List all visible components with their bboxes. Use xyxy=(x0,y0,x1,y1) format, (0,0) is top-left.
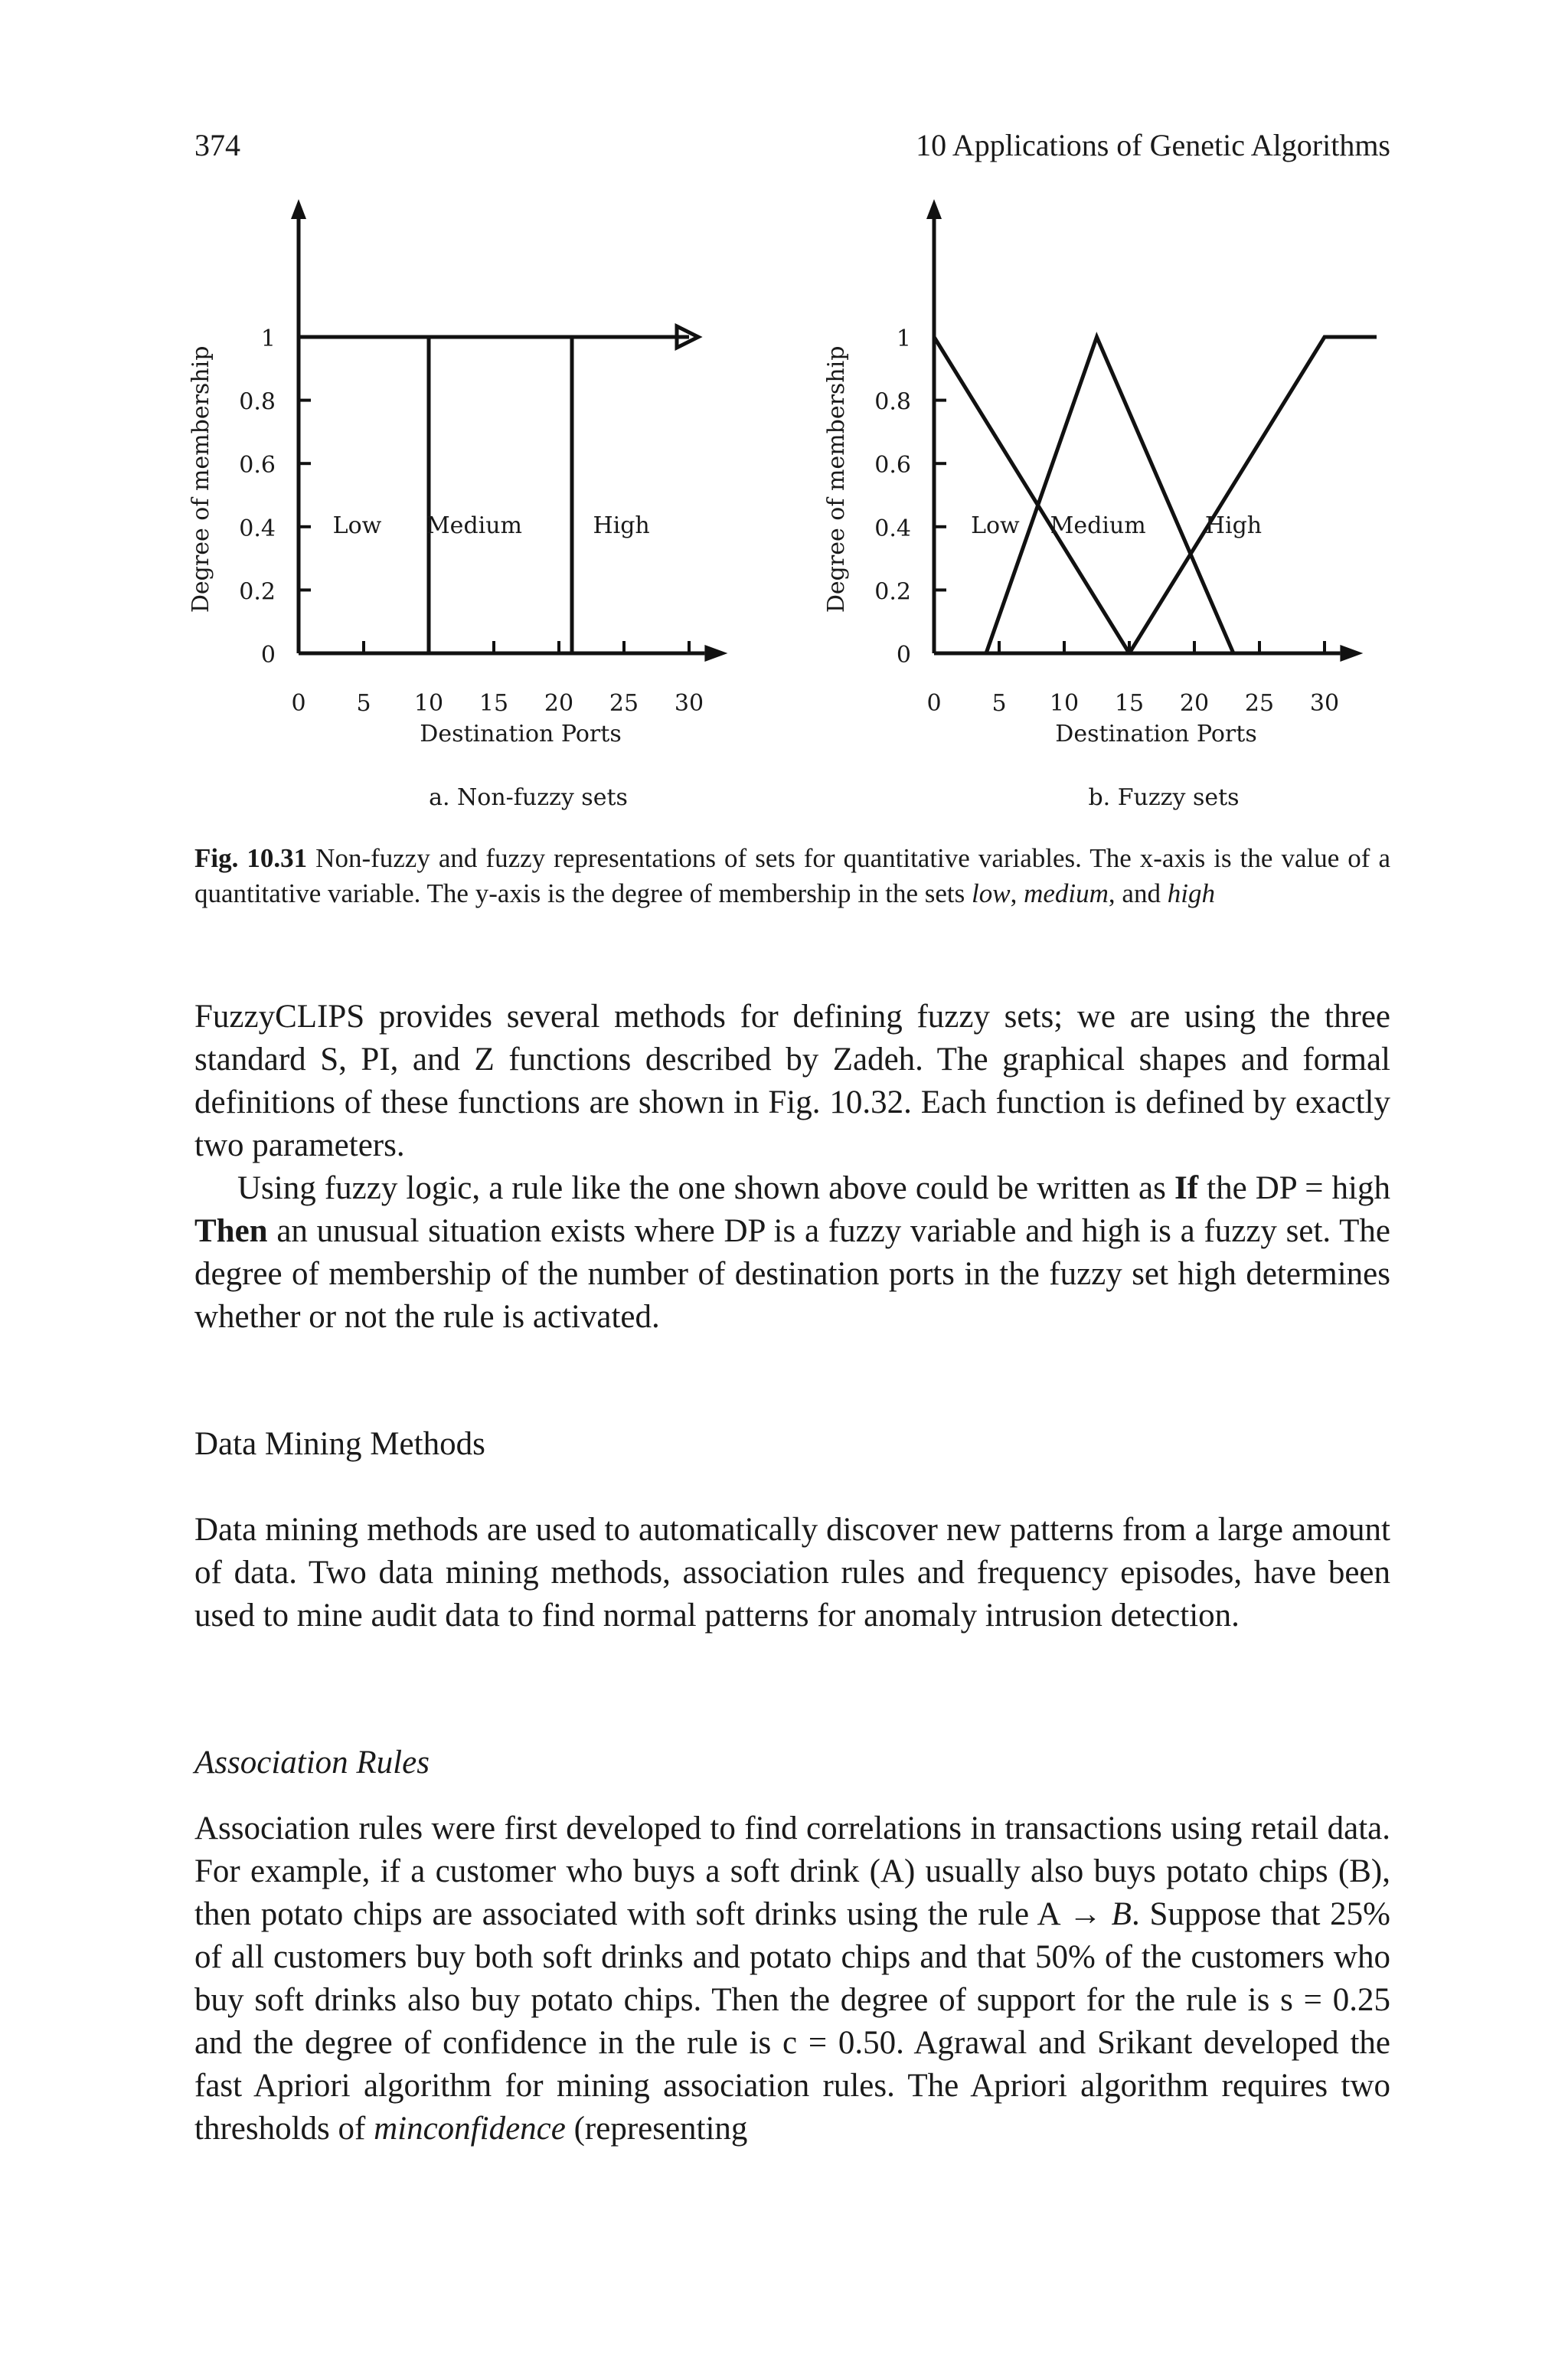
y-tick-label: 0.4 xyxy=(874,515,911,542)
paragraph-fuzzy-logic xyxy=(194,1167,1390,1339)
y-tick-label: 0.6 xyxy=(239,452,276,479)
y-axis-arrow xyxy=(926,199,942,219)
subsection-heading-association-rules: Association Rules xyxy=(194,1745,430,1781)
x-tick-label: 30 xyxy=(1309,690,1340,717)
running-head: 10 Applications of Genetic Algorithms xyxy=(916,128,1390,162)
keyword-then: Then xyxy=(194,1213,268,1249)
y-tick-label: 0.2 xyxy=(239,578,276,606)
x-tick-label: 0 xyxy=(291,690,306,717)
text: Using fuzzy logic, a rule like the one shown above could be written as xyxy=(237,1170,1174,1206)
text: an unusual situation exists where DP is a fuzzy variable and high is a fuzzy set. The degree of membership of the number of destination ports in the fuzzy set high determines whether or not the rule is activated. xyxy=(194,1213,1390,1335)
x-axis-arrow xyxy=(704,645,727,662)
x-tick-label: 5 xyxy=(991,690,1007,717)
paragraph-data-mining xyxy=(194,1509,1390,1637)
text: (representing xyxy=(565,2111,748,2147)
caption-label: Fig. 10.31 xyxy=(194,843,308,873)
y-axis-label: Degree of membership xyxy=(823,345,850,613)
series-label-medium: Medium xyxy=(426,512,523,540)
math-b: B xyxy=(1111,1896,1132,1932)
keyword-if: If xyxy=(1174,1170,1199,1206)
text: the DP = high xyxy=(1198,1170,1390,1206)
caption-sep: , and xyxy=(1108,878,1168,908)
x-axis-label: Destination Ports xyxy=(420,721,622,747)
text: Association rules were first developed to find correlations in transactions using retail data. For example, if a customer who buys a soft drink (A) usually also buys potato chips (B), then potato chips are associated with soft drinks using the rule A xyxy=(194,1810,1390,1932)
arrow-symbol: → xyxy=(1068,1896,1102,1932)
x-tick-label: 20 xyxy=(1179,690,1210,717)
y-tick-label: 0 xyxy=(260,642,276,669)
y-tick-label: 0.4 xyxy=(239,515,276,542)
y-tick-label: 1 xyxy=(260,325,276,352)
text: . Suppose that 25% of all customers buy both soft drinks and potato chips and that 50% of the customers who buy soft drinks also buy potato chips. Then the degree of support for the rule is s = 0.25 and the degree of confidence in the rule is c = 0.50. Agrawal and Srikant developed the fast Apriori algorithm for mining association rules. The Apriori algorithm requires two thresholds of xyxy=(194,1896,1390,2147)
x-axis-label: Destination Ports xyxy=(1055,721,1257,747)
figure-caption xyxy=(194,841,1390,911)
series-label-medium: Medium xyxy=(1050,512,1146,540)
y-axis-arrow xyxy=(291,199,306,219)
paragraph-fuzzyclips: FuzzyCLIPS provides several methods for defining fuzzy sets; we are using the three standard S, PI, and Z functions described by Zadeh. The graphical shapes and formal definitions of these functions are shown in Fig. 10.32. Each function is defined by exactly two parameters. xyxy=(194,999,1390,1163)
page-number: 374 xyxy=(194,128,240,162)
y-axis-label: Degree of membership xyxy=(188,345,214,613)
x-tick-label: 10 xyxy=(413,690,444,717)
x-tick-label: 10 xyxy=(1049,690,1080,717)
series-line-medium xyxy=(429,337,572,653)
body-paragraphs-1 xyxy=(194,996,1390,1339)
series-label-low: Low xyxy=(332,512,382,540)
series-label-high: High xyxy=(1204,512,1263,540)
figure-10-31 xyxy=(176,191,1401,827)
series-line-medium xyxy=(986,337,1233,653)
y-tick-label: 0 xyxy=(896,642,911,669)
y-tick-label: 1 xyxy=(896,325,911,352)
paragraph-association-rules xyxy=(194,1807,1390,2150)
caption-high: high xyxy=(1167,878,1215,908)
x-tick-label: 15 xyxy=(479,690,509,717)
x-tick-label: 5 xyxy=(356,690,371,717)
caption-sep: , xyxy=(1010,878,1024,908)
series-line-low xyxy=(299,337,429,653)
y-tick-label: 0.2 xyxy=(874,578,911,606)
x-tick-label: 15 xyxy=(1114,690,1145,717)
series-label-high: High xyxy=(593,512,650,540)
term-minconfidence: minconfidence xyxy=(374,2111,566,2147)
section-heading-data-mining: Data Mining Methods xyxy=(194,1426,485,1462)
caption-text: Non-fuzzy and fuzzy representations of sets for quantitative variables. The x-axis is the value of a quantitative variable. The y-axis is the degree of membership in the sets xyxy=(194,843,1391,908)
chart-fuzzy xyxy=(823,199,1377,811)
x-axis-arrow xyxy=(1340,645,1363,662)
series-line-low xyxy=(934,337,1129,653)
chart-non-fuzzy xyxy=(188,199,727,811)
x-tick-label: 30 xyxy=(674,690,704,717)
y-tick-label: 0.6 xyxy=(874,452,911,479)
x-tick-label: 25 xyxy=(609,690,639,717)
y-tick-label: 0.8 xyxy=(874,388,911,416)
caption-low: low xyxy=(972,878,1011,908)
x-tick-label: 0 xyxy=(926,690,942,717)
x-tick-label: 20 xyxy=(544,690,574,717)
chart-title: a. Non-fuzzy sets xyxy=(429,784,628,811)
series-label-low: Low xyxy=(971,512,1020,540)
y-tick-label: 0.8 xyxy=(239,388,276,416)
chart-title: b. Fuzzy sets xyxy=(1088,784,1240,811)
text: Data mining methods are used to automatically discover new patterns from a large amount of data. Two data mining methods, association rules and frequency episodes, have been used to mine audit data to find normal patterns for anomaly intrusion detection. xyxy=(194,1512,1390,1634)
caption-medium: medium xyxy=(1024,878,1109,908)
x-tick-label: 25 xyxy=(1244,690,1275,717)
